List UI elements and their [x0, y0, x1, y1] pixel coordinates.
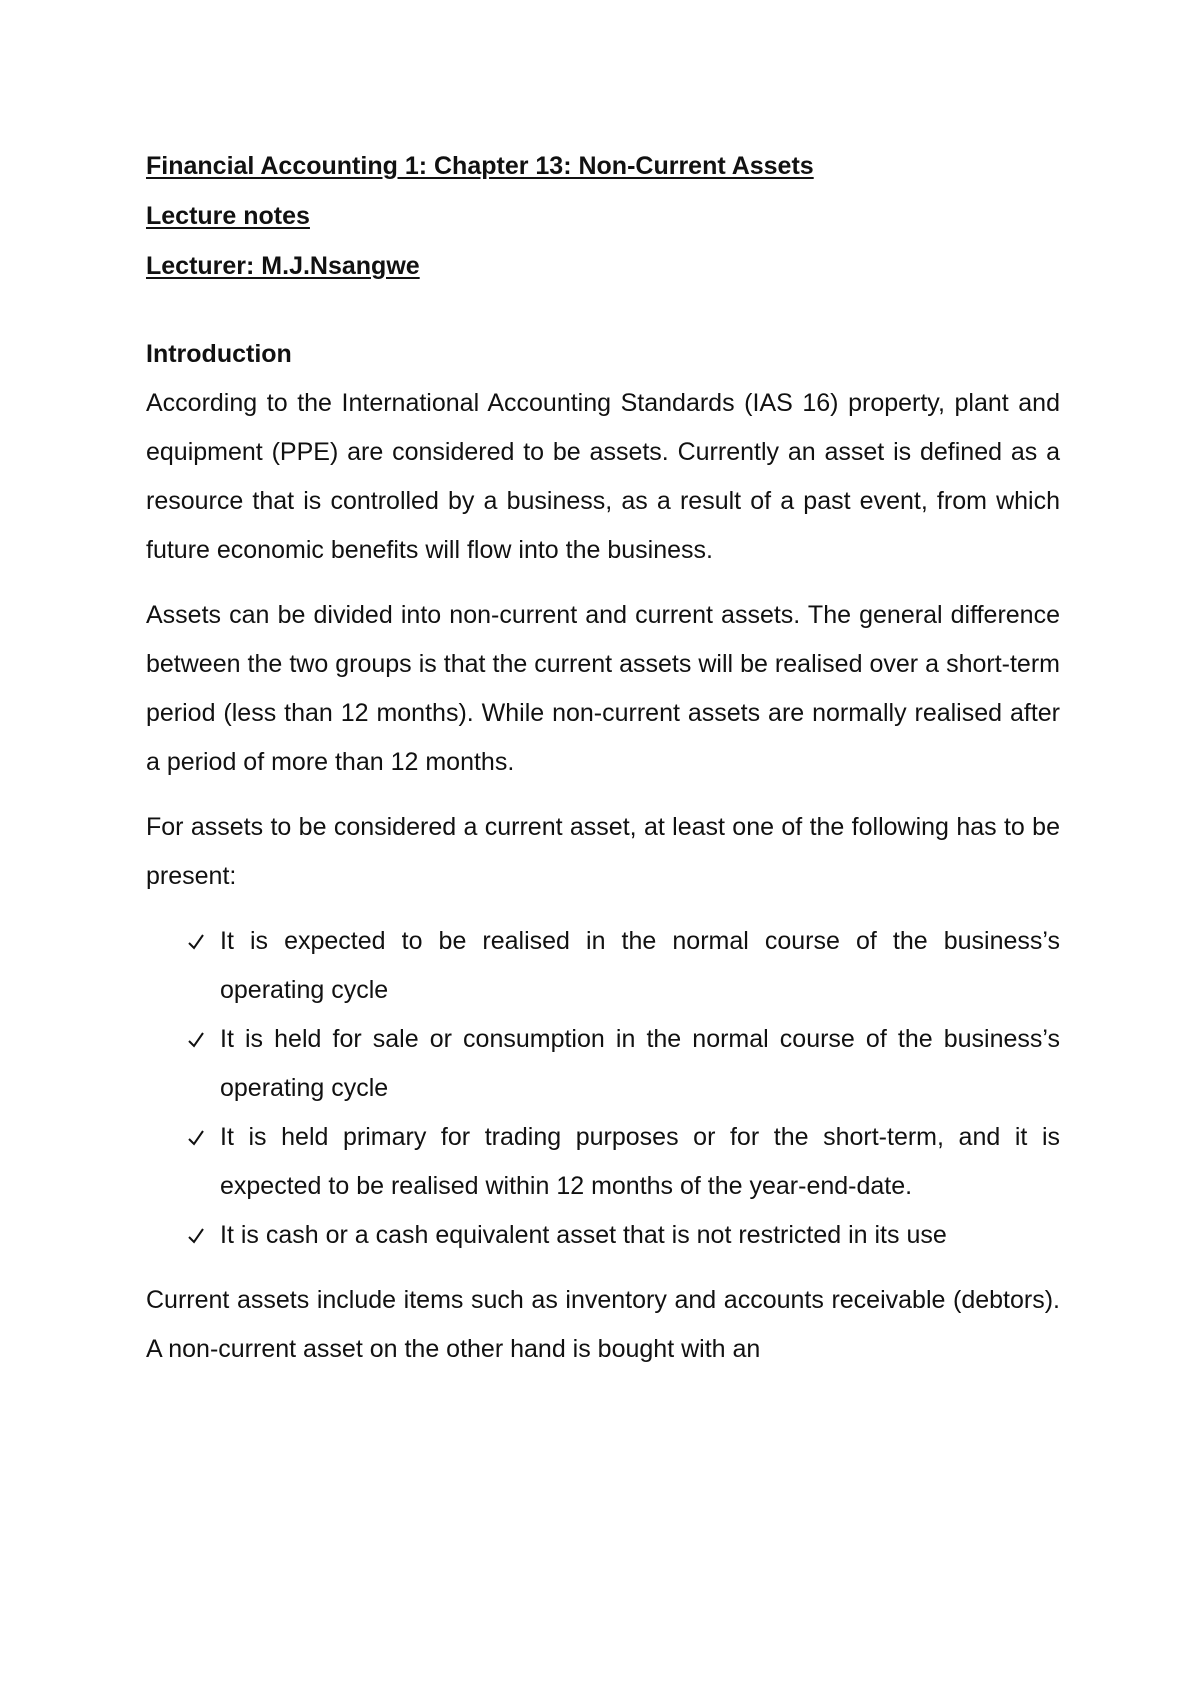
document-subtitle: Lecture notes [146, 202, 310, 230]
paragraph-current-vs-non-current: Current assets include items such as inventory and accounts receivable (debtors). A non-current asset on the other hand is bought with an [146, 1286, 1060, 1363]
document-page [146, 142, 1060, 1390]
document-title: Financial Accounting 1: Chapter 13: Non-Current Assets [146, 152, 814, 180]
check-mark-icon [184, 1015, 208, 1064]
paragraph-asset-division: Assets can be divided into non-current and current assets. The general difference between the two groups is that the current assets will be realised over a short-term period (less than 12 months). While non-current assets are normally realised after a period of more than 12 months. [146, 601, 1060, 776]
list-item [146, 1113, 1060, 1211]
list-item [146, 917, 1060, 1015]
paragraph-asset-definition: According to the International Accounting Standards (IAS 16) property, plant and equipment (PPE) are considered to be assets. Currently an asset is defined as a resource that is controlled by a business, as a result of a past event, from which future economic benefits will flow into the business. [146, 389, 1060, 564]
paragraph-current-asset-criteria-intro: For assets to be considered a current asset, at least one of the following has to be present: [146, 813, 1060, 890]
list-item-text: It is held primary for trading purposes or for the short-term, and it is expected to be realised within 12 months of the year-end-date. [220, 1123, 1060, 1200]
list-item [146, 1211, 1060, 1260]
section-heading-introduction: Introduction [146, 340, 292, 368]
check-mark-icon [184, 1211, 208, 1260]
check-mark-icon [184, 917, 208, 966]
list-item-text: It is expected to be realised in the normal course of the business’s operating cycle [220, 927, 1060, 1004]
list-item [146, 1015, 1060, 1113]
lecturer-name: Lecturer: M.J.Nsangwe [146, 252, 420, 280]
check-mark-icon [184, 1113, 208, 1162]
list-item-text: It is held for sale or consumption in the normal course of the business’s operating cycle [220, 1025, 1060, 1102]
list-item-text: It is cash or a cash equivalent asset that is not restricted in its use [220, 1221, 947, 1249]
current-asset-criteria-list [146, 917, 1060, 1260]
